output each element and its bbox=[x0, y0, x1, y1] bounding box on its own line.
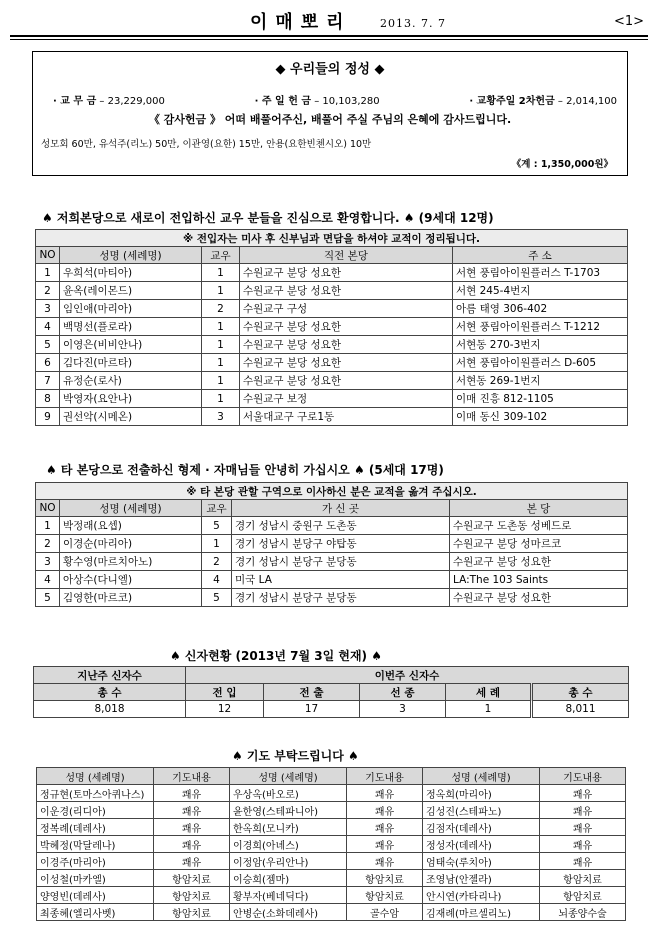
census-value: 1 bbox=[446, 701, 532, 718]
table-cell: 김재례(마르셀리노) bbox=[423, 904, 540, 921]
table-cell: 수원교구 분당 성요한 bbox=[240, 318, 453, 336]
table-cell: 유정순(로사) bbox=[60, 372, 202, 390]
table-cell: 1 bbox=[202, 264, 240, 282]
table-cell: 쾌유 bbox=[540, 785, 626, 802]
table-cell: 쾌유 bbox=[154, 819, 230, 836]
table-row bbox=[36, 535, 628, 553]
this-week-total: 8,011 bbox=[532, 701, 629, 718]
column-header: 성명 (세례명) bbox=[60, 247, 202, 264]
table-cell: 박영자(요안나) bbox=[60, 390, 202, 408]
table-cell: 수원교구 보정 bbox=[240, 390, 453, 408]
column-header: 성명 (세례명) bbox=[37, 768, 154, 785]
table-cell: 한옥희(모니카) bbox=[230, 819, 347, 836]
bulletin-date: 2013. 7. 7 bbox=[380, 17, 446, 30]
table-cell: 이매 동신 309-102 bbox=[453, 408, 628, 426]
table-cell: 서현 풍림아이원플러스 D-605 bbox=[453, 354, 628, 372]
table-row bbox=[36, 517, 628, 535]
table-cell: 1 bbox=[202, 390, 240, 408]
table-row bbox=[37, 836, 626, 853]
table-cell: 정성자(데레사) bbox=[423, 836, 540, 853]
table-cell: 1 bbox=[202, 336, 240, 354]
table-cell: 1 bbox=[202, 535, 232, 553]
header-rule bbox=[10, 35, 648, 37]
table-cell: 미국 LA bbox=[232, 571, 450, 589]
transfers-table bbox=[35, 482, 628, 607]
table-cell: 쾌유 bbox=[347, 785, 423, 802]
table-row bbox=[36, 264, 628, 282]
offering-title: ◆ 우리들의 정성 ◆ bbox=[275, 62, 385, 77]
table-cell: 정규현(토마스아퀴나스) bbox=[37, 785, 154, 802]
table-cell: 경기 성남시 분당구 분당동 bbox=[232, 553, 450, 571]
newcomers-table bbox=[35, 229, 628, 426]
table-cell: 황수영(마르치아노) bbox=[60, 553, 202, 571]
table-cell: 최종혜(엘리사벳) bbox=[37, 904, 154, 921]
table-cell: 항암치료 bbox=[154, 904, 230, 921]
offering-label: · 교황주일 2차헌금 bbox=[469, 96, 555, 107]
table-cell: 3 bbox=[202, 408, 240, 426]
table-row bbox=[37, 819, 626, 836]
census-col: 전 입 bbox=[186, 684, 264, 701]
census-table bbox=[33, 666, 629, 718]
table-cell: 수원교구 분당 성요한 bbox=[240, 354, 453, 372]
table-cell: 권선악(시메온) bbox=[60, 408, 202, 426]
this-total-label: 총 수 bbox=[532, 684, 629, 701]
table-cell: 1 bbox=[202, 282, 240, 300]
table-row bbox=[37, 802, 626, 819]
table-cell: 3 bbox=[36, 553, 60, 571]
last-week-total: 8,018 bbox=[34, 701, 186, 718]
table-cell: 조영남(안젤라) bbox=[423, 870, 540, 887]
table-cell: 쾌유 bbox=[154, 785, 230, 802]
table-cell: 이승희(젬마) bbox=[230, 870, 347, 887]
page-number: <1> bbox=[613, 14, 644, 29]
table-cell: 쾌유 bbox=[347, 819, 423, 836]
thanks-line: 《 감사헌금 》 어떠 배풀어주신, 배풀어 주실 주님의 은혜에 감사드립니다. bbox=[148, 113, 512, 126]
table-cell: 뇌종양수술 bbox=[540, 904, 626, 921]
table-cell: 박정래(요셉) bbox=[60, 517, 202, 535]
newcomers-header-row bbox=[36, 247, 628, 264]
table-row bbox=[36, 390, 628, 408]
table-cell: 2 bbox=[36, 535, 60, 553]
table-cell: 5 bbox=[36, 336, 60, 354]
table-cell: 항암치료 bbox=[347, 870, 423, 887]
census-value: 3 bbox=[360, 701, 446, 718]
table-row bbox=[36, 300, 628, 318]
table-cell: 3 bbox=[36, 300, 60, 318]
table-cell: 1 bbox=[36, 264, 60, 282]
table-cell: 윤한영(스테파니아) bbox=[230, 802, 347, 819]
table-row bbox=[37, 785, 626, 802]
census-col: 전 출 bbox=[264, 684, 360, 701]
donor-list: 성모회 60만, 유석주(리노) 50만, 이관영(요한) 15만, 안용(요한빈첸시오) 10만 bbox=[41, 139, 372, 150]
column-header: 성명 (세례명) bbox=[423, 768, 540, 785]
table-cell: 쾌유 bbox=[154, 853, 230, 870]
table-cell: 수원교구 도촌동 성베드로 bbox=[450, 517, 628, 535]
table-cell: 4 bbox=[36, 318, 60, 336]
transfers-notice: ※ 타 본당 관할 구역으로 이사하신 분은 교적을 옮겨 주십시오. bbox=[36, 483, 628, 500]
census-value: 17 bbox=[264, 701, 360, 718]
table-cell: 수원교구 구성 bbox=[240, 300, 453, 318]
table-cell: 1 bbox=[36, 517, 60, 535]
table-row bbox=[36, 408, 628, 426]
table-cell: 쾌유 bbox=[347, 802, 423, 819]
column-header: 기도내용 bbox=[540, 768, 626, 785]
prayer-title: ♠ 기도 부탁드립니다 ♠ bbox=[232, 749, 359, 763]
table-cell: 이운경(리디아) bbox=[37, 802, 154, 819]
table-cell: 수원교구 분당 성요한 bbox=[240, 264, 453, 282]
column-header: 교우 bbox=[202, 247, 240, 264]
table-cell: 쾌유 bbox=[540, 819, 626, 836]
table-cell: 2 bbox=[36, 282, 60, 300]
table-cell: 박혜정(막달레나) bbox=[37, 836, 154, 853]
table-cell: 안시연(카타리나) bbox=[423, 887, 540, 904]
table-cell: 아름 태영 306-402 bbox=[453, 300, 628, 318]
table-cell: 쾌유 bbox=[154, 836, 230, 853]
table-cell: 8 bbox=[36, 390, 60, 408]
column-header: NO bbox=[36, 500, 60, 517]
table-cell: 김점자(데레사) bbox=[423, 819, 540, 836]
table-cell: 1 bbox=[202, 372, 240, 390]
column-header: 성명 (세례명) bbox=[60, 500, 202, 517]
this-week-label: 이번주 신자수 bbox=[186, 667, 629, 684]
prayer-header-row bbox=[37, 768, 626, 785]
last-week-label: 지난주 신자수 bbox=[34, 667, 186, 684]
table-cell: 서현 풍림아이원플러스 T-1703 bbox=[453, 264, 628, 282]
column-header: 성명 (세례명) bbox=[230, 768, 347, 785]
table-cell: 5 bbox=[36, 589, 60, 607]
offering-sums bbox=[53, 92, 617, 107]
offering-label: · 주 일 헌 금 bbox=[254, 96, 311, 107]
table-cell: 항암치료 bbox=[540, 887, 626, 904]
offering-item bbox=[469, 92, 617, 107]
table-cell: 수원교구 분당 성요한 bbox=[450, 553, 628, 571]
table-cell: 정옥희(마리아) bbox=[423, 785, 540, 802]
table-cell: 임인애(마리아) bbox=[60, 300, 202, 318]
column-header: 주 소 bbox=[453, 247, 628, 264]
column-header: 본 당 bbox=[450, 500, 628, 517]
transfers-header-row bbox=[36, 500, 628, 517]
table-row bbox=[36, 589, 628, 607]
table-cell: 안병순(소화데레사) bbox=[230, 904, 347, 921]
offering-value: – 23,229,000 bbox=[99, 96, 165, 107]
table-cell: 서현 245-4번지 bbox=[453, 282, 628, 300]
table-cell: 쾌유 bbox=[540, 853, 626, 870]
offering-item bbox=[53, 92, 165, 107]
table-cell: 이경주(마리아) bbox=[37, 853, 154, 870]
table-cell: 7 bbox=[36, 372, 60, 390]
table-row bbox=[36, 336, 628, 354]
column-header: NO bbox=[36, 247, 60, 264]
table-cell: 수원교구 분당 성요한 bbox=[240, 372, 453, 390]
table-cell: 수원교구 분당 성요한 bbox=[240, 282, 453, 300]
table-cell: LA:The 103 Saints bbox=[450, 571, 628, 589]
table-row bbox=[37, 853, 626, 870]
table-row bbox=[37, 887, 626, 904]
table-cell: 4 bbox=[36, 571, 60, 589]
table-cell: 김다진(마르타) bbox=[60, 354, 202, 372]
offering-box bbox=[32, 51, 628, 176]
table-cell: 우상옥(바오로) bbox=[230, 785, 347, 802]
header-rule-thin bbox=[10, 39, 648, 40]
table-cell: 서현동 269-1번지 bbox=[453, 372, 628, 390]
table-cell: 황부자(베네딕다) bbox=[230, 887, 347, 904]
table-cell: 1 bbox=[202, 354, 240, 372]
table-cell: 우희석(마티아) bbox=[60, 264, 202, 282]
census-col: 선 종 bbox=[360, 684, 446, 701]
table-cell: 백명선(플로라) bbox=[60, 318, 202, 336]
column-header: 직전 본당 bbox=[240, 247, 453, 264]
table-cell: 이경순(마리아) bbox=[60, 535, 202, 553]
donation-total: 《계 : 1,350,000원》 bbox=[511, 159, 613, 170]
table-cell: 윤옥(레이몬드) bbox=[60, 282, 202, 300]
table-cell: 이매 진흥 812-1105 bbox=[453, 390, 628, 408]
table-cell: 이영은(비비안나) bbox=[60, 336, 202, 354]
table-row bbox=[36, 571, 628, 589]
bulletin-title: 이매뽀리 bbox=[250, 12, 352, 33]
table-cell: 아상수(다니엘) bbox=[60, 571, 202, 589]
table-cell: 쾌유 bbox=[347, 836, 423, 853]
prayer-table bbox=[36, 767, 626, 921]
table-cell: 서현 풍림아이원플러스 T-1212 bbox=[453, 318, 628, 336]
column-header: 기도내용 bbox=[347, 768, 423, 785]
table-row bbox=[36, 372, 628, 390]
census-value: 12 bbox=[186, 701, 264, 718]
offering-value: – 2,014,100 bbox=[557, 96, 617, 107]
table-cell: 양영빈(데레사) bbox=[37, 887, 154, 904]
census-col: 세 례 bbox=[446, 684, 532, 701]
table-cell: 이경희(아녜스) bbox=[230, 836, 347, 853]
column-header: 가 신 곳 bbox=[232, 500, 450, 517]
newcomers-notice: ※ 전입자는 미사 후 신부님과 면담을 하셔야 교적이 정리됩니다. bbox=[36, 230, 628, 247]
table-row bbox=[37, 904, 626, 921]
column-header: 기도내용 bbox=[154, 768, 230, 785]
table-cell: 골수암 bbox=[347, 904, 423, 921]
table-cell: 수원교구 분당 성요한 bbox=[240, 336, 453, 354]
table-row bbox=[36, 318, 628, 336]
table-cell: 항암치료 bbox=[347, 887, 423, 904]
census-title: ♠ 신자현황 (2013년 7월 3일 현재) ♠ bbox=[170, 649, 382, 663]
table-cell: 경기 성남시 분당구 분당동 bbox=[232, 589, 450, 607]
table-cell: 6 bbox=[36, 354, 60, 372]
table-cell: 항암치료 bbox=[540, 870, 626, 887]
table-cell: 수원교구 분당 성요한 bbox=[450, 589, 628, 607]
table-row bbox=[36, 553, 628, 571]
table-cell: 서울대교구 구로1동 bbox=[240, 408, 453, 426]
table-row bbox=[36, 354, 628, 372]
last-total-label: 총 수 bbox=[34, 684, 186, 701]
table-cell: 1 bbox=[202, 318, 240, 336]
table-cell: 2 bbox=[202, 300, 240, 318]
column-header: 교우 bbox=[202, 500, 232, 517]
table-cell: 수원교구 분당 성마르코 bbox=[450, 535, 628, 553]
transfers-title: ♠ 타 본당으로 전출하신 형제 · 자매님들 안녕히 가십시오 ♠ (5세대 17명) bbox=[46, 463, 444, 477]
table-cell: 쾌유 bbox=[154, 802, 230, 819]
offering-value: – 10,103,280 bbox=[314, 96, 380, 107]
table-cell: 김영한(마르코) bbox=[60, 589, 202, 607]
table-cell: 9 bbox=[36, 408, 60, 426]
newcomers-title: ♠ 저희본당으로 새로이 전입하신 교우 분들을 진심으로 환영합니다. ♠ (9세대 12명) bbox=[42, 211, 494, 225]
table-cell: 2 bbox=[202, 553, 232, 571]
table-cell: 항암치료 bbox=[154, 887, 230, 904]
table-cell: 4 bbox=[202, 571, 232, 589]
table-cell: 경기 성남시 분당구 야탑동 bbox=[232, 535, 450, 553]
offering-label: · 교 무 금 bbox=[53, 96, 97, 107]
table-cell: 이성철(마카엘) bbox=[37, 870, 154, 887]
table-cell: 쾌유 bbox=[540, 836, 626, 853]
table-cell: 항암치료 bbox=[154, 870, 230, 887]
table-row bbox=[37, 870, 626, 887]
table-cell: 경기 성남시 중원구 도촌동 bbox=[232, 517, 450, 535]
table-row bbox=[36, 282, 628, 300]
table-cell: 서현동 270-3번지 bbox=[453, 336, 628, 354]
table-cell: 이정암(우리안나) bbox=[230, 853, 347, 870]
table-cell: 김성진(스테파노) bbox=[423, 802, 540, 819]
table-cell: 쾌유 bbox=[540, 802, 626, 819]
table-cell: 5 bbox=[202, 517, 232, 535]
bulletin-header bbox=[10, 6, 648, 36]
table-cell: 5 bbox=[202, 589, 232, 607]
table-cell: 정복례(데레사) bbox=[37, 819, 154, 836]
table-cell: 엄태숙(루치아) bbox=[423, 853, 540, 870]
table-cell: 쾌유 bbox=[347, 853, 423, 870]
offering-item bbox=[255, 92, 380, 107]
